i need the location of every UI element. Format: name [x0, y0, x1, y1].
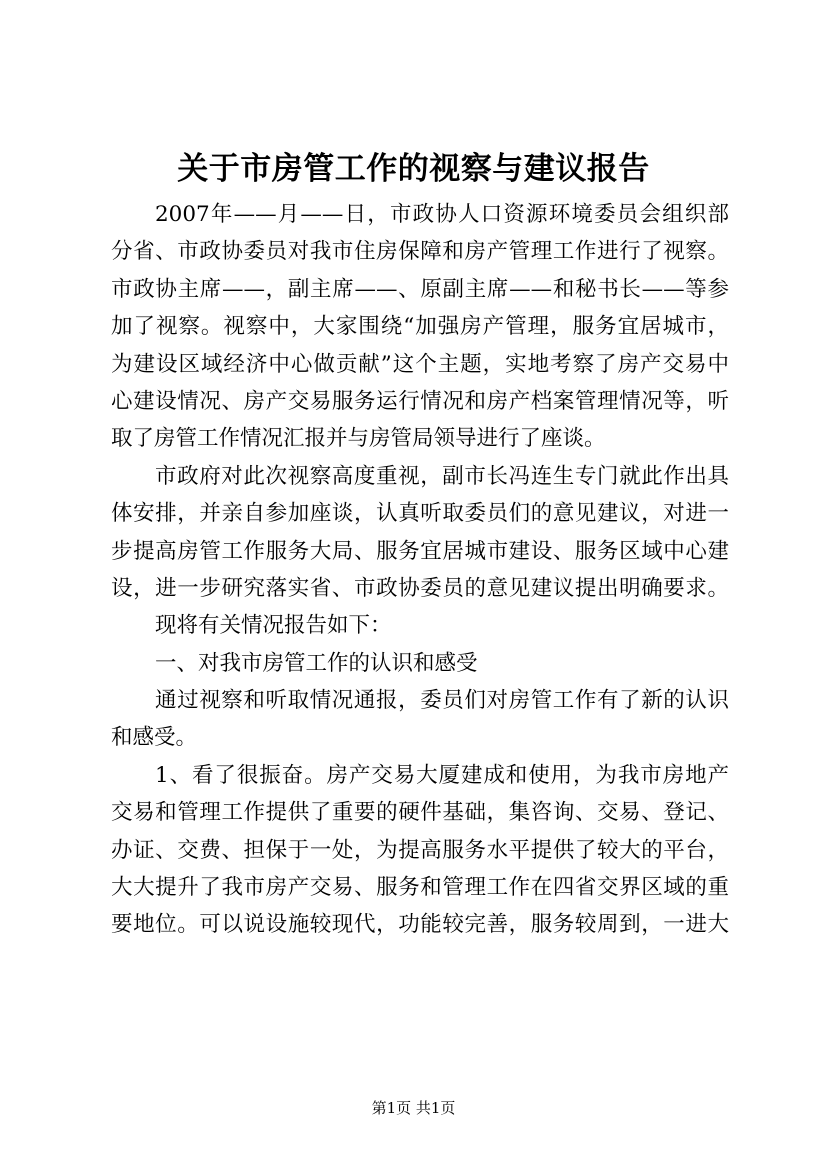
section-heading: 一、对我市房管工作的认识和感受: [155, 650, 478, 676]
body-line: 加了视察。视察中，大家围绕“加强房产管理，服务宜居城市，: [111, 314, 729, 340]
body-line: 大大提升了我市房产交易、服务和管理工作在四省交界区域的重: [111, 875, 729, 901]
body-line: 2007年——月——日，市政协人口资源环境委员会组织部: [155, 202, 729, 227]
body-line: 取了房管工作情况汇报并与房管局领导进行了座谈。: [111, 426, 606, 452]
body-line: 市政协主席——，副主席——、原副主席——和秘书长——等参: [111, 276, 729, 302]
body-line: 1、看了很振奋。房产交易大厦建成和使用，为我市房地产: [155, 762, 729, 788]
body-line: 和感受。: [111, 725, 198, 751]
body-line: 体安排，并亲自参加座谈，认真听取委员们的意见建议，对进一: [111, 501, 729, 527]
body-line: 步提高房管工作服务大局、服务宜居城市建设、服务区域中心建: [111, 538, 729, 564]
page-footer: 第1页 共1页: [371, 1099, 456, 1117]
body-line: 办证、交费、担保于一处，为提高服务水平提供了较大的平台，: [111, 837, 729, 863]
body-line: 分省、市政协委员对我市住房保障和房产管理工作进行了视察。: [111, 239, 729, 265]
body-line: 要地位。可以说设施较现代，功能较完善，服务较周到，一进大: [111, 912, 729, 938]
body-line: 设，进一步研究落实省、市政协委员的意见建议提出明确要求。: [111, 575, 729, 601]
document-title: 关于市房管工作的视察与建议报告: [177, 151, 650, 187]
body-line: 现将有关情况报告如下：: [155, 613, 392, 639]
body-line: 市政府对此次视察高度重视，副市长冯连生专门就此作出具: [155, 463, 729, 489]
body-line: 交易和管理工作提供了重要的硬件基础，集咨询、交易、登记、: [111, 800, 729, 826]
body-line: 通过视察和听取情况通报，委员们对房管工作有了新的认识: [155, 688, 729, 714]
body-line: 为建设区域经济中心做贡献”这个主题，实地考察了房产交易中: [111, 351, 729, 377]
body-line: 心建设情况、房产交易服务运行情况和房产档案管理情况等，听: [111, 388, 729, 414]
document-body: [111, 196, 729, 944]
